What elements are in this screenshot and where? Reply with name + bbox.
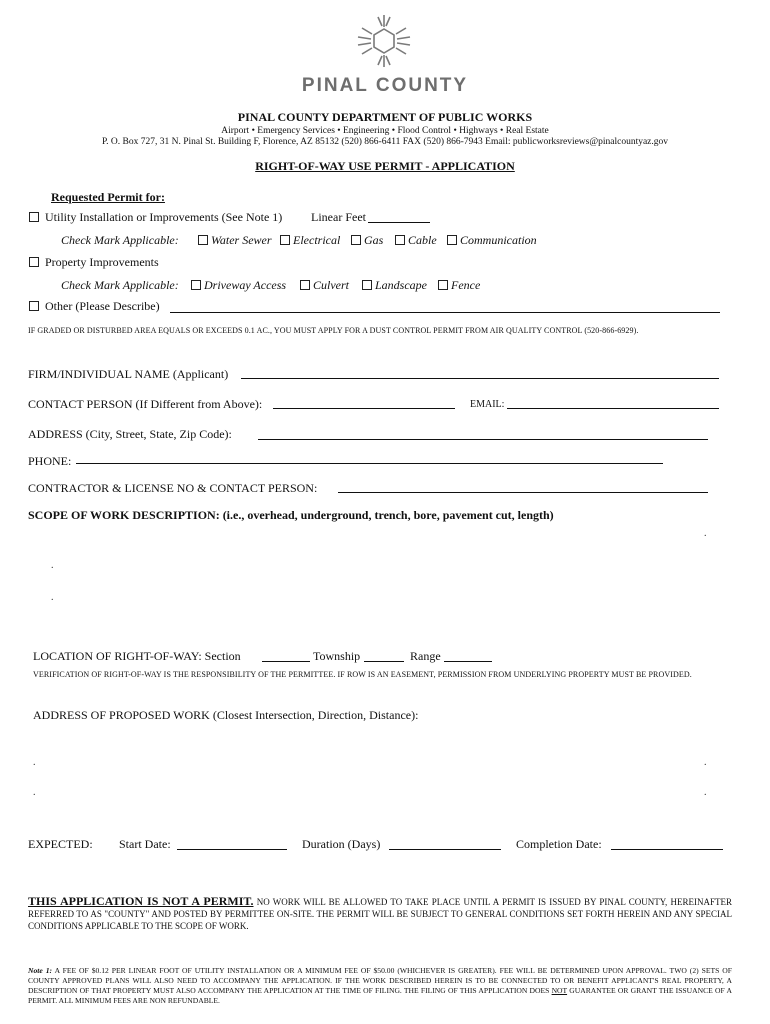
checkbox-icon[interactable] — [362, 280, 372, 290]
property-check-label: Check Mark Applicable: — [61, 278, 179, 292]
note-text-b: GUARANTEE OR GRANT THE ISSUANCE OF A PERMIT. ALL MINIMUM FEES ARE NON REFUNDABLE. — [28, 986, 732, 1005]
other-checkbox[interactable] — [29, 301, 39, 311]
other-label: Other (Please Describe) — [45, 299, 160, 313]
utility-option-communication[interactable]: Communication — [447, 233, 537, 248]
property-checkbox[interactable] — [29, 257, 39, 267]
utility-option-gas[interactable]: Gas — [351, 233, 383, 248]
department-name: PINAL COUNTY DEPARTMENT OF PUBLIC WORKS — [237, 110, 533, 124]
other-description-field[interactable] — [170, 312, 720, 313]
form-title: RIGHT-OF-WAY USE PERMIT - APPLICATION — [255, 159, 515, 173]
section-field[interactable] — [262, 661, 310, 662]
scope-of-work-label: SCOPE OF WORK DESCRIPTION: (i.e., overhead, underground, trench, bore, pavement cut, length) — [28, 508, 554, 522]
start-date-field[interactable] — [177, 849, 287, 850]
checkbox-icon[interactable] — [300, 280, 310, 290]
address-field[interactable] — [258, 439, 708, 440]
property-option-culvert[interactable]: Culvert — [300, 278, 349, 293]
checkbox-icon[interactable] — [447, 235, 457, 245]
property-option-driveway[interactable]: Driveway Access — [191, 278, 286, 293]
proposed-work-area[interactable] — [33, 725, 723, 805]
county-logo-icon — [356, 13, 412, 69]
utility-check-label: Check Mark Applicable: — [61, 233, 179, 247]
township-label: Township — [313, 649, 361, 663]
property-option-fence[interactable]: Fence — [438, 278, 480, 293]
phone-label: PHONE: — [28, 454, 72, 468]
location-section-label: LOCATION OF RIGHT-OF-WAY: Section — [33, 649, 241, 663]
checkbox-icon[interactable] — [280, 235, 290, 245]
dot-mark: . — [51, 560, 54, 571]
contractor-label: CONTRACTOR & LICENSE NO & CONTACT PERSON: — [28, 481, 318, 495]
dot-mark: . — [33, 757, 36, 768]
duration-label: Duration (Days) — [302, 837, 381, 851]
checkbox-icon[interactable] — [198, 235, 208, 245]
completion-date-field[interactable] — [611, 849, 723, 850]
contact-address-line: P. O. Box 727, 31 N. Pinal St. Building F, Florence, AZ 85132 (520) 866-6411 FAX (520) 866-7943 Email: publicworksreviews@pinalcountyaz.gov — [101, 137, 669, 147]
email-field[interactable] — [507, 408, 719, 409]
utility-option-water-sewer[interactable]: Water Sewer — [198, 233, 272, 248]
phone-field[interactable] — [76, 463, 663, 464]
utility-label: Utility Installation or Improvements (See Note 1) — [45, 210, 283, 224]
utility-checkbox[interactable] — [29, 212, 39, 222]
expected-label: EXPECTED: — [28, 837, 93, 851]
address-label: ADDRESS (City, Street, State, Zip Code): — [28, 427, 232, 441]
dot-mark: . — [704, 787, 707, 798]
checkbox-icon[interactable] — [191, 280, 201, 290]
contact-person-label: CONTACT PERSON (If Different from Above): — [28, 397, 263, 411]
linear-feet-label: Linear Feet — [311, 210, 366, 224]
fee-note — [28, 966, 732, 1006]
property-label: Property Improvements — [45, 255, 159, 269]
range-label: Range — [410, 649, 441, 663]
checkbox-icon[interactable] — [395, 235, 405, 245]
email-label: EMAIL: — [470, 399, 505, 410]
range-field[interactable] — [444, 661, 492, 662]
proposed-work-label: ADDRESS OF PROPOSED WORK (Closest Intersection, Direction, Distance): — [33, 708, 419, 722]
note-not: NOT — [551, 986, 568, 995]
brand-name: PINAL COUNTY — [301, 75, 469, 96]
checkbox-icon[interactable] — [351, 235, 361, 245]
dot-mark: . — [704, 757, 707, 768]
property-option-landscape[interactable]: Landscape — [362, 278, 427, 293]
not-a-permit-heading: THIS APPLICATION IS NOT A PERMIT. — [28, 894, 254, 908]
scope-of-work-area[interactable] — [28, 525, 718, 615]
duration-field[interactable] — [389, 849, 501, 850]
not-a-permit-notice — [28, 895, 732, 932]
utility-option-cable[interactable]: Cable — [395, 233, 437, 248]
dust-control-notice: IF GRADED OR DISTURBED AREA EQUALS OR EXCEEDS 0.1 AC., YOU MUST APPLY FOR A DUST CONTROL PERMIT FROM AIR QUALITY CONTROL (520-866-6929). — [28, 326, 639, 335]
contractor-field[interactable] — [338, 492, 708, 493]
township-field[interactable] — [364, 661, 404, 662]
firm-name-field[interactable] — [241, 378, 719, 379]
contact-person-field[interactable] — [273, 408, 455, 409]
firm-name-label: FIRM/INDIVIDUAL NAME (Applicant) — [28, 367, 229, 381]
linear-feet-field[interactable] — [368, 222, 430, 223]
dot-mark: . — [33, 787, 36, 798]
start-date-label: Start Date: — [119, 837, 171, 851]
checkbox-icon[interactable] — [438, 280, 448, 290]
completion-date-label: Completion Date: — [516, 837, 602, 851]
utility-option-electrical[interactable]: Electrical — [280, 233, 340, 248]
verification-notice: VERIFICATION OF RIGHT-OF-WAY IS THE RESPONSIBILITY OF THE PERMITTEE. IF ROW IS AN EASEMENT, PERMISSION FROM UNDERLYING PROPERTY MUST BE PROVIDED. — [33, 670, 692, 679]
note-text-a: A FEE OF $0.12 PER LINEAR FOOT OF UTILITY INSTALLATION OR A MINIMUM FEE OF $50.00 (WHICHEVER IS GREATER). FEE WILL BE DETERMINED UPON APPROVAL. TWO (2) SETS OF COUNTY APPROVED PLANS WILL ALSO NEED TO ACCOMPANY THE APPLICATION. IF THE WORK DESCRIBED HEREIN IS TO BE CONNECTED TO OR BENEFIT APPLICANT'S REAL PROPERTY, A DESCRIPTION OF THAT PROPERTY MUST ALSO ACCOMPANY THE APPLICATION AT THE TIME OF FILING. THE FILING OF THIS APPLICATION DOES — [28, 966, 732, 995]
dot-mark: . — [704, 528, 707, 539]
not-a-permit-text: NO WORK WILL BE ALLOWED TO TAKE PLACE UNTIL A PERMIT IS ISSUED BY PINAL COUNTY, HEREINAFTER REFERRED TO AS "COUNTY" AND POSTED BY PERMITTEE ON-SITE. THE PERMIT WILL BE SUBJECT TO GENERAL CONDITIONS SET FORTH HEREIN AND ANY SPECIAL CONDITIONS APPLICABLE TO THE SCOPE OF WORK. — [28, 897, 733, 931]
dot-mark: . — [51, 592, 54, 603]
note-label: Note 1: — [28, 966, 53, 975]
divisions-line: Airport • Emergency Services • Engineering • Flood Control • Highways • Real Estate — [221, 126, 549, 136]
requested-permit-heading: Requested Permit for: — [51, 190, 165, 204]
